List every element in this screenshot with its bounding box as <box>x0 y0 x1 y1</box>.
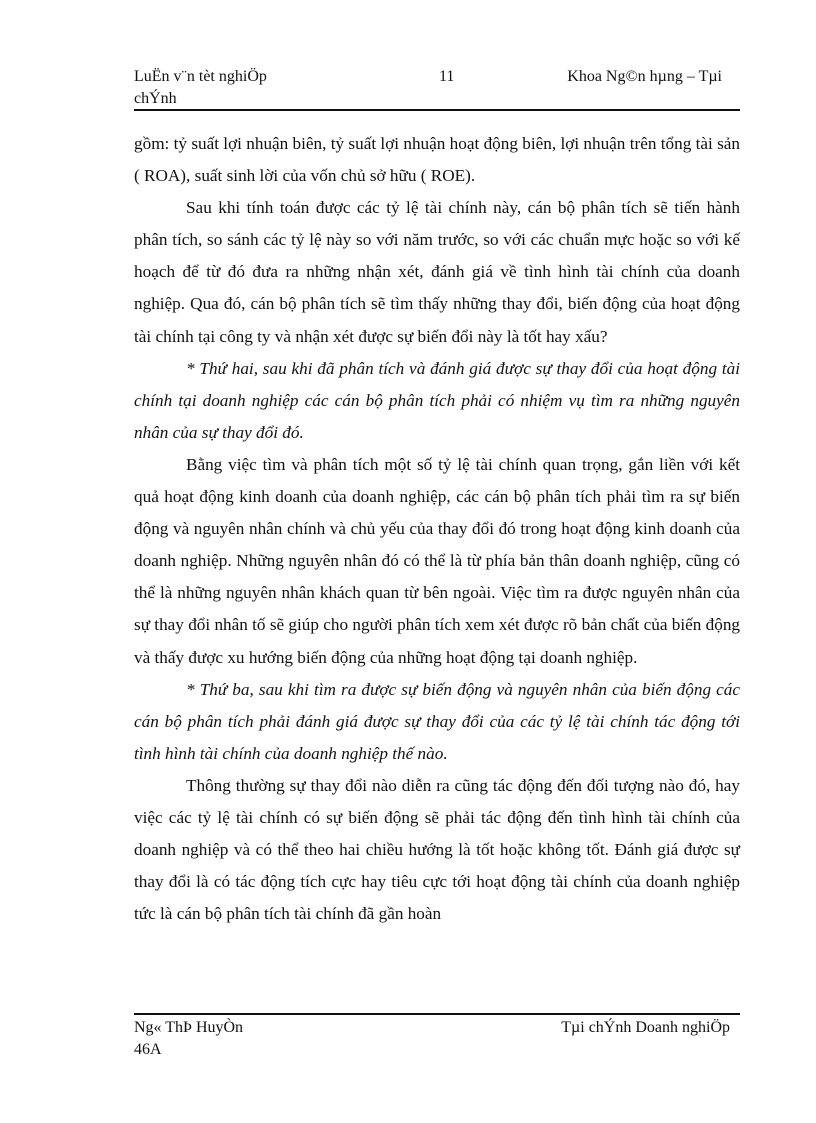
paragraph: Thông thường sự thay đổi nào diễn ra cũng tác động đến đối tượng nào đó, hay việc các tỷ lệ tài chính có sự biến động sẽ phải tác động đến tình hình tài chính của doanh nghiệp và có thể theo hai chiều hướng là tốt hoặc không tốt. Đánh giá được sự thay đổi là có tác động tích cực hay tiêu cực tới hoạt động tài chính của doanh nghiệp tức là cán bộ phân tích tài chính đã gần hoàn <box>134 775 740 924</box>
footer-department: Tµi chÝnh Doanh nghiÖp <box>561 1019 730 1036</box>
paragraph-point-two: * Thứ hai, sau khi đã phân tích và đánh giá được sự thay đổi của hoạt động tài chính tại doanh nghiệp các cán bộ phân tích phải có nhiệm vụ tìm ra những nguyên nhân của sự thay đổi đó. <box>134 358 740 442</box>
footer-divider <box>134 1013 740 1015</box>
paragraph: Sau khi tính toán được các tỷ lệ tài chính này, cán bộ phân tích sẽ tiến hành phân tích, so sánh các tỷ lệ này so với năm trước, so với các chuẩn mực hoặc so với kế hoạch để từ đó đưa ra những nhận xét, đánh giá về tình hình tài chính của doanh nghiệp. Qua đó, cán bộ phân tích sẽ tìm thấy những thay đổi, biến động của hoạt động tài chính tại công ty và nhận xét được sự biến đổi này là tốt hay xấu? <box>134 198 740 346</box>
header-divider <box>134 109 740 111</box>
header-thesis-title-line2: chÝnh <box>134 90 177 107</box>
footer-author <box>134 1017 243 1061</box>
paragraph: Bằng việc tìm và phân tích một số tỷ lệ tài chính quan trọng, gắn liền với kết quả hoạt động kinh doanh của doanh nghiệp, các cán bộ phân tích phải tìm ra sự biến động và nguyên nhân chính và chủ yếu của thay đổi đó trong hoạt động kinh doanh của doanh nghiệp. Những nguyên nhân đó có thể là từ phía bản thân doanh nghiệp, cũng có thể là những nguyên nhân khách quan từ bên ngoài. Việc tìm ra được nguyên nhân của sự thay đổi nhân tố sẽ giúp cho người phân tích xem xét được rõ bản chất của biến động và thấy được xu hướng biến động của những hoạt động tại doanh nghiệp. <box>134 454 741 667</box>
page-number: 11 <box>439 68 455 85</box>
document-body <box>134 128 740 930</box>
paragraph-continuation: gồm: tỷ suất lợi nhuận biên, tỷ suất lợi nhuận hoạt động biên, lợi nhuận trên tổng tài sản ( ROA), suất sinh lời của vốn chủ sở hữu ( ROE). <box>134 134 740 186</box>
paragraph-point-three: * Thứ ba, sau khi tìm ra được sự biến động và nguyên nhân của biến động các cán bộ phân tích phải đánh giá được sự thay đổi của các tỷ lệ tài chính tác động tới tình hình tài chính của doanh nghiệp thế nào. <box>134 679 740 763</box>
header-thesis-title-line1: LuËn v¨n tèt nghiÖp <box>134 68 267 85</box>
header-thesis-title <box>134 66 304 110</box>
page-header <box>134 66 740 110</box>
footer-author-class: 46A <box>134 1041 162 1058</box>
header-faculty: Khoa Ng©n hµng – Tµi <box>567 68 722 85</box>
footer-author-name: Ng« ThÞ HuyÒn <box>134 1019 244 1036</box>
page-footer <box>134 1017 740 1061</box>
